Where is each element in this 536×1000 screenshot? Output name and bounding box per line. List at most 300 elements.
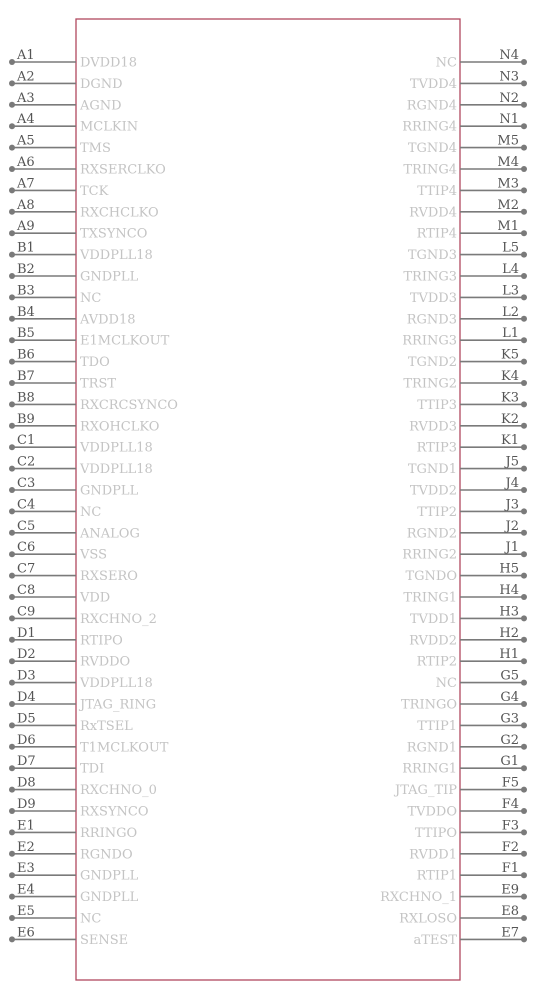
pin-name-label: VDDPLL18 (80, 462, 153, 478)
pin-name-label: RTIP3 (416, 440, 457, 456)
pin-name-label: TTIP1 (417, 718, 457, 734)
pin-e5 (9, 904, 101, 927)
pin-endpoint-dot (9, 316, 15, 322)
pin-number: L4 (502, 262, 519, 277)
pin-endpoint-dot (521, 829, 527, 835)
pin-endpoint-dot (9, 551, 15, 557)
pin-endpoint-dot (9, 787, 15, 793)
pin-endpoint-dot (9, 80, 15, 86)
pin-name-label: NC (435, 55, 457, 71)
pin-name-label: SENSE (80, 932, 129, 948)
pin-number: K1 (501, 433, 519, 449)
pin-number: M1 (497, 219, 519, 235)
pin-h5 (405, 562, 527, 585)
pin-endpoint-dot (9, 894, 15, 900)
pin-m5 (408, 134, 527, 157)
pin-name-label: TTIP3 (417, 397, 457, 413)
pin-h3 (410, 604, 527, 627)
pin-name-label: MCLKIN (80, 119, 139, 135)
pin-c5 (9, 519, 140, 542)
pin-name-label: aTEST (413, 932, 457, 948)
pin-name-label: JTAG_TIP (395, 783, 457, 799)
pin-endpoint-dot (521, 102, 527, 108)
pin-name-label: TVDD2 (409, 483, 457, 499)
pin-endpoint-dot (521, 936, 527, 942)
pin-number: A3 (17, 90, 35, 106)
pin-e2 (9, 840, 133, 863)
pin-endpoint-dot (9, 680, 15, 686)
pin-name-label: RVDD4 (409, 205, 457, 221)
pin-d1 (9, 626, 123, 649)
pin-name-label: TRING1 (403, 590, 457, 606)
pin-d4 (9, 690, 156, 713)
pin-number: C2 (17, 454, 36, 470)
pin-number: E4 (17, 882, 35, 898)
pin-c2 (9, 455, 153, 478)
pin-a2 (9, 69, 123, 92)
pin-endpoint-dot (521, 166, 527, 172)
pin-number: E2 (17, 839, 35, 855)
pin-n3 (410, 69, 527, 92)
pin-endpoint-dot (9, 145, 15, 151)
pin-endpoint-dot (521, 894, 527, 900)
pin-number: N2 (499, 90, 519, 106)
pin-number: F2 (501, 839, 519, 855)
pin-endpoint-dot (521, 787, 527, 793)
pin-name-label: TXSYNCO (80, 226, 148, 242)
pin-l1 (402, 326, 527, 349)
pin-endpoint-dot (9, 380, 15, 386)
pin-name-label: TRINGO (400, 697, 457, 713)
pin-name-label: RVDD3 (409, 419, 457, 435)
pin-endpoint-dot (521, 637, 527, 643)
pin-b3 (9, 283, 101, 306)
pin-name-label: VSS (80, 547, 107, 563)
pin-number: N3 (499, 69, 519, 85)
pin-name-label: RXSERCLKO (80, 162, 166, 178)
pin-number: C3 (17, 476, 36, 491)
pin-endpoint-dot (9, 359, 15, 365)
pin-endpoint-dot (521, 466, 527, 472)
pin-name-label: RXCHNO_0 (80, 783, 157, 799)
pin-k5 (408, 348, 527, 371)
pin-endpoint-dot (9, 915, 15, 921)
pin-endpoint-dot (521, 423, 527, 429)
pin-n1 (402, 112, 527, 135)
pin-number: F4 (501, 797, 519, 812)
pin-endpoint-dot (9, 701, 15, 707)
pin-m1 (417, 219, 527, 242)
pin-number: G3 (500, 711, 519, 727)
pin-number: B2 (17, 262, 35, 277)
pin-endpoint-dot (9, 744, 15, 750)
pin-endpoint-dot (521, 701, 527, 707)
pin-number: D1 (17, 625, 36, 641)
pin-k1 (417, 433, 527, 456)
pin-name-label: AVDD18 (80, 312, 136, 328)
pin-name-label: RXCHNO_2 (80, 611, 157, 627)
pin-number: E1 (17, 818, 35, 834)
pin-number: D4 (17, 690, 36, 705)
pin-name-label: RTIP4 (416, 226, 457, 242)
pin-endpoint-dot (521, 508, 527, 514)
pin-endpoint-dot (9, 337, 15, 343)
pin-name-label: RGND4 (406, 98, 457, 114)
pin-endpoint-dot (9, 209, 15, 215)
pin-endpoint-dot (9, 466, 15, 472)
pin-name-label: JTAG_RING (80, 697, 157, 713)
pin-name-label: TGND3 (407, 248, 457, 264)
pin-endpoint-dot (521, 187, 527, 193)
pin-name-label: TRING3 (403, 269, 457, 285)
pin-endpoint-dot (9, 829, 15, 835)
pin-number: L2 (502, 304, 519, 320)
pin-endpoint-dot (521, 337, 527, 343)
pin-name-label: TGND4 (407, 141, 457, 157)
pin-name-label: GNDPLL (80, 890, 139, 906)
pin-name-label: RXOHCLKO (80, 419, 160, 435)
pin-number: F5 (501, 775, 519, 791)
pin-endpoint-dot (521, 615, 527, 621)
pin-b5 (9, 326, 170, 349)
pin-m4 (403, 155, 527, 178)
pin-name-label: T1MCLKOUT (80, 740, 169, 756)
pin-name-label: TTIPO (414, 825, 457, 841)
pin-c4 (9, 497, 101, 520)
pin-name-label: RRING2 (402, 547, 457, 563)
pin-endpoint-dot (521, 294, 527, 300)
pin-k2 (409, 412, 527, 435)
left-pin-group (9, 48, 178, 948)
pin-d7 (9, 754, 104, 777)
pin-d3 (9, 669, 153, 692)
pin-name-label: NC (80, 504, 102, 520)
pin-a4 (9, 112, 138, 135)
pin-g5 (436, 669, 527, 692)
pin-name-label: TCK (80, 183, 109, 199)
pin-number: B1 (17, 240, 35, 256)
pin-endpoint-dot (521, 230, 527, 236)
pin-number: D8 (17, 775, 36, 791)
pin-endpoint-dot (521, 487, 527, 493)
pin-name-label: RTIPO (80, 633, 123, 649)
pin-e7 (414, 925, 528, 948)
pin-name-label: RGND3 (406, 312, 457, 328)
pin-name-label: TRING2 (403, 376, 457, 392)
pin-c6 (9, 540, 107, 563)
pin-number: C5 (17, 518, 36, 534)
pin-name-label: RRINGO (80, 825, 138, 841)
pin-number: E9 (501, 882, 519, 898)
pin-name-label: TTIP2 (417, 504, 457, 520)
pin-number: D5 (17, 711, 36, 727)
pin-number: A5 (17, 133, 35, 149)
pin-k3 (417, 390, 527, 413)
pin-endpoint-dot (521, 530, 527, 536)
pin-name-label: E1MCLKOUT (80, 333, 170, 349)
pin-a9 (9, 219, 147, 242)
pin-j2 (407, 519, 527, 542)
pin-e1 (9, 818, 137, 841)
pin-number: A1 (17, 48, 35, 63)
pin-number: A8 (17, 197, 35, 213)
pin-endpoint-dot (521, 551, 527, 557)
pin-g1 (402, 754, 527, 777)
pin-a8 (9, 198, 159, 221)
pin-number: A6 (17, 155, 35, 170)
pin-m3 (417, 176, 527, 199)
pin-g4 (401, 690, 527, 713)
pin-c3 (9, 476, 139, 499)
pin-name-label: RGNDO (80, 847, 133, 863)
pin-b9 (9, 412, 159, 435)
pin-number: G4 (500, 690, 519, 705)
pin-name-label: RTIP1 (416, 868, 457, 884)
pin-number: E8 (501, 904, 519, 919)
pin-endpoint-dot (521, 915, 527, 921)
pin-endpoint-dot (9, 637, 15, 643)
pin-name-label: TGND1 (407, 462, 457, 478)
pin-k4 (403, 369, 527, 392)
pin-name-label: RXCRCSYNCO (80, 397, 178, 413)
pin-endpoint-dot (521, 658, 527, 664)
pin-name-label: RXCHNO_1 (380, 890, 457, 906)
pin-name-label: RTIP2 (416, 654, 457, 670)
pin-g3 (417, 711, 527, 734)
pin-number: H3 (499, 604, 519, 620)
pin-name-label: TDI (80, 761, 105, 777)
pin-endpoint-dot (9, 765, 15, 771)
pin-number: D3 (17, 668, 36, 684)
pin-number: J1 (505, 540, 519, 556)
pin-number: C7 (17, 561, 36, 577)
pin-name-label: VDDPLL18 (80, 676, 153, 692)
pin-d8 (9, 776, 157, 799)
pin-endpoint-dot (9, 658, 15, 664)
pin-number: B5 (17, 326, 35, 342)
pin-endpoint-dot (521, 273, 527, 279)
pin-number: K3 (501, 390, 519, 406)
pin-name-label: TTIP4 (417, 183, 457, 199)
pin-j3 (417, 497, 527, 520)
pin-number: J2 (505, 518, 519, 534)
pin-a5 (9, 134, 111, 157)
pin-name-label: TGND2 (407, 355, 457, 371)
pin-endpoint-dot (521, 573, 527, 579)
pin-endpoint-dot (9, 872, 15, 878)
pin-b4 (9, 305, 136, 328)
pin-endpoint-dot (521, 444, 527, 450)
pin-b6 (9, 348, 110, 371)
pin-l4 (403, 262, 527, 285)
pin-endpoint-dot (9, 615, 15, 621)
pin-f2 (409, 840, 527, 863)
pin-name-label: VDD (80, 590, 111, 606)
pin-endpoint-dot (9, 401, 15, 407)
pin-g2 (407, 733, 527, 756)
pin-n2 (407, 91, 527, 114)
pin-number: H2 (499, 625, 519, 641)
pin-number: L1 (502, 326, 519, 342)
pin-m2 (409, 198, 527, 221)
pin-h2 (409, 626, 527, 649)
pin-a6 (9, 155, 166, 178)
pin-number: E5 (17, 904, 35, 919)
pin-number: M3 (497, 176, 519, 192)
pin-endpoint-dot (521, 123, 527, 129)
pin-name-label: RVDDO (80, 654, 131, 670)
pin-number: D9 (17, 797, 36, 812)
pin-number: G5 (500, 668, 519, 684)
pin-number: M5 (497, 133, 519, 149)
pin-b1 (9, 241, 153, 264)
pin-j1 (402, 540, 527, 563)
pin-number: G2 (500, 732, 519, 748)
pin-l3 (410, 283, 527, 306)
pin-number: E3 (17, 861, 35, 877)
pin-endpoint-dot (9, 252, 15, 258)
pin-d6 (9, 733, 169, 756)
pin-endpoint-dot (521, 380, 527, 386)
pin-endpoint-dot (521, 722, 527, 728)
pin-number: C9 (17, 604, 36, 620)
pin-name-label: GNDPLL (80, 868, 139, 884)
pin-number: M2 (497, 197, 519, 213)
pin-number: J5 (505, 454, 519, 470)
pin-e4 (9, 883, 139, 906)
pin-number: M4 (497, 155, 519, 170)
pin-number: C1 (17, 433, 36, 449)
pin-endpoint-dot (9, 59, 15, 65)
pin-number: K2 (501, 411, 519, 427)
pin-d9 (9, 797, 149, 820)
pin-number: D6 (17, 732, 36, 748)
pin-name-label: RxTSEL (80, 718, 133, 734)
pin-number: B9 (17, 411, 35, 427)
pin-name-label: NC (435, 676, 457, 692)
pin-endpoint-dot (521, 316, 527, 322)
pin-endpoint-dot (9, 722, 15, 728)
pin-endpoint-dot (9, 444, 15, 450)
pin-endpoint-dot (9, 423, 15, 429)
pin-number: C4 (17, 497, 36, 513)
pin-e6 (9, 925, 128, 948)
pin-endpoint-dot (9, 808, 15, 814)
pin-number: H4 (499, 583, 519, 598)
pin-number: A9 (17, 219, 35, 235)
pin-n4 (436, 48, 527, 71)
pin-name-label: TDO (80, 355, 110, 371)
pin-endpoint-dot (9, 573, 15, 579)
pin-name-label: RXLOSO (399, 911, 457, 927)
pin-endpoint-dot (9, 851, 15, 857)
pin-name-label: RXSERO (80, 569, 138, 585)
pin-endpoint-dot (9, 230, 15, 236)
pin-endpoint-dot (521, 80, 527, 86)
pin-endpoint-dot (521, 872, 527, 878)
pin-number: A7 (17, 176, 35, 192)
pin-endpoint-dot (521, 401, 527, 407)
pin-number: B7 (17, 369, 35, 384)
pin-endpoint-dot (9, 102, 15, 108)
pin-number: B6 (17, 347, 35, 363)
pin-name-label: RGND1 (406, 740, 457, 756)
pin-name-label: RGND2 (406, 526, 457, 542)
pin-endpoint-dot (521, 359, 527, 365)
pin-name-label: TRING4 (403, 162, 457, 178)
pin-name-label: TVDD3 (409, 290, 457, 306)
pin-name-label: NC (80, 911, 102, 927)
pin-number: B4 (17, 304, 35, 320)
pin-f4 (407, 797, 527, 820)
pin-number: L3 (502, 283, 519, 299)
pin-c1 (9, 433, 153, 456)
pin-name-label: RVDD1 (409, 847, 457, 863)
pin-e3 (9, 861, 139, 884)
pin-name-label: VDDPLL18 (80, 248, 153, 264)
pin-number: N1 (499, 112, 519, 128)
pin-name-label: DGND (80, 76, 123, 92)
pin-number: J3 (505, 497, 519, 513)
pin-name-label: VDDPLL18 (80, 440, 153, 456)
pin-endpoint-dot (521, 252, 527, 258)
pin-endpoint-dot (9, 187, 15, 193)
pin-name-label: TMS (80, 141, 111, 157)
pin-endpoint-dot (9, 508, 15, 514)
pin-a1 (9, 48, 137, 71)
pin-number: H1 (499, 647, 519, 663)
pin-number: K4 (501, 369, 519, 384)
pin-endpoint-dot (9, 294, 15, 300)
pin-name-label: TRST (80, 376, 117, 392)
pin-name-label: TVDD1 (409, 611, 457, 627)
pin-number: B3 (17, 283, 35, 299)
pin-number: D7 (17, 754, 36, 770)
pin-name-label: RVDD2 (409, 633, 457, 649)
pin-number: H5 (499, 561, 519, 577)
pin-e8 (399, 904, 527, 927)
pin-endpoint-dot (521, 680, 527, 686)
pin-number: B8 (17, 390, 35, 406)
pin-name-label: RXCHCLKO (80, 205, 159, 221)
pin-f3 (415, 818, 527, 841)
pin-number: C8 (17, 583, 36, 598)
pin-c7 (9, 562, 138, 585)
pin-l2 (407, 305, 527, 328)
pin-c9 (9, 604, 157, 627)
pin-endpoint-dot (9, 487, 15, 493)
pin-name-label: GNDPLL (80, 483, 139, 499)
pin-j4 (410, 476, 527, 499)
pin-endpoint-dot (521, 59, 527, 65)
pin-number: L5 (502, 240, 519, 256)
pin-number: E6 (17, 925, 35, 941)
pin-name-label: NC (80, 290, 102, 306)
pin-j5 (408, 455, 527, 478)
pin-d2 (9, 647, 130, 670)
pin-endpoint-dot (521, 851, 527, 857)
pin-e9 (380, 883, 527, 906)
pin-number: A4 (17, 112, 35, 128)
pin-number: C6 (17, 540, 36, 556)
pin-name-label: TVDD4 (409, 76, 457, 92)
pin-f1 (417, 861, 527, 884)
pin-number: F3 (501, 818, 519, 834)
pin-endpoint-dot (521, 209, 527, 215)
pin-endpoint-dot (521, 808, 527, 814)
pin-endpoint-dot (9, 273, 15, 279)
pin-name-label: RRING3 (402, 333, 457, 349)
